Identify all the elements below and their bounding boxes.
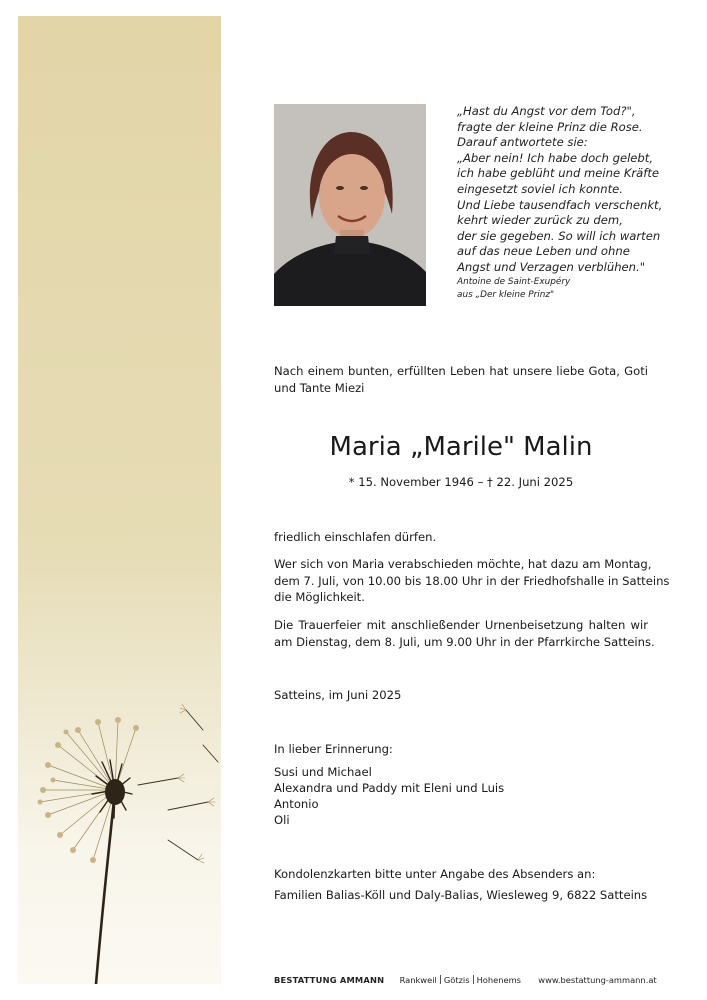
ceremony-line: am Dienstag, dem 8. Juli, um 9.00 Uhr in der Pfarrkirche Satteins. <box>274 634 655 649</box>
intro-line: Nach einem bunten, erfüllten Leben hat unsere liebe Gota, Goti <box>274 364 648 378</box>
ceremony-line: Die Trauerfeier mit anschließender Urnenbeisetzung halten wir <box>274 618 648 632</box>
closing-line: friedlich einschlafen dürfen. <box>274 530 437 544</box>
funeral-home-footer <box>274 975 657 986</box>
footer-location: Götzis <box>443 975 470 985</box>
quote-line: eingesetzt soviel ich konnte. <box>457 181 623 196</box>
quote-line: Darauf antwortete sie: <box>457 135 588 150</box>
little-prince-quote <box>457 104 697 302</box>
mourner-name: Susi und Michael <box>274 765 372 779</box>
farewell-paragraph <box>274 556 670 606</box>
quote-line: „Hast du Angst vor dem Tod?", <box>457 104 636 118</box>
ceremony-paragraph <box>274 617 655 650</box>
portrait-photo <box>274 104 426 306</box>
mourner-name: Alexandra und Paddy mit Eleni und Luis <box>274 781 505 795</box>
quote-line: Angst und Verzagen verblühen." <box>457 259 646 274</box>
quote-line: auf das neue Leben und ohne <box>457 244 630 259</box>
funeral-home-brand: BESTATTUNG AMMANN <box>274 975 385 985</box>
quote-author: Antoine de Saint-Exupéry <box>457 276 571 287</box>
farewell-line: die Möglichkeit. <box>274 590 365 605</box>
quote-line: „Aber nein! Ich habe doch gelebt, <box>457 150 654 165</box>
separator <box>440 975 441 984</box>
dandelion-illustration <box>18 690 221 984</box>
mourners-heading: In lieber Erinnerung: <box>274 742 393 756</box>
condolence-note: Kondolenzkarten bitte unter Angabe des Absenders an: <box>274 867 596 881</box>
place-date: Satteins, im Juni 2025 <box>274 688 402 702</box>
footer-website-link[interactable]: www.bestattung-ammann.at <box>538 975 657 985</box>
farewell-line: Wer sich von Maria verabschieden möchte, hat dazu am Montag, <box>274 557 652 571</box>
footer-location: Rankweil <box>399 975 437 985</box>
deceased-name: Maria „Marile" Malin <box>329 432 593 462</box>
intro-line: und Tante Miezi <box>274 380 365 395</box>
footer-location: Hohenems <box>476 975 522 985</box>
quote-line: kehrt wieder zurück zu dem, <box>457 213 623 228</box>
quote-line: Und Liebe tausendfach verschenkt, <box>457 197 663 212</box>
separator <box>473 975 474 984</box>
farewell-line: dem 7. Juli, von 10.00 bis 18.00 Uhr in der Friedhofshalle in Satteins <box>274 573 670 588</box>
quote-line: ich habe geblüht und meine Kräfte <box>457 166 660 181</box>
quote-line: fragte der kleine Prinz die Rose. <box>457 119 643 134</box>
condolence-address: Familien Balias-Köll und Daly-Balias, Wiesleweg 9, 6822 Satteins <box>274 888 648 902</box>
mourner-name: Oli <box>274 813 290 827</box>
mourner-name: Antonio <box>274 797 319 811</box>
quote-source: aus „Der kleine Prinz" <box>457 289 555 300</box>
intro-paragraph <box>274 363 648 396</box>
life-dates: * 15. November 1946 – † 22. Juni 2025 <box>348 475 574 489</box>
quote-line: der sie gegeben. So will ich warten <box>457 228 661 243</box>
